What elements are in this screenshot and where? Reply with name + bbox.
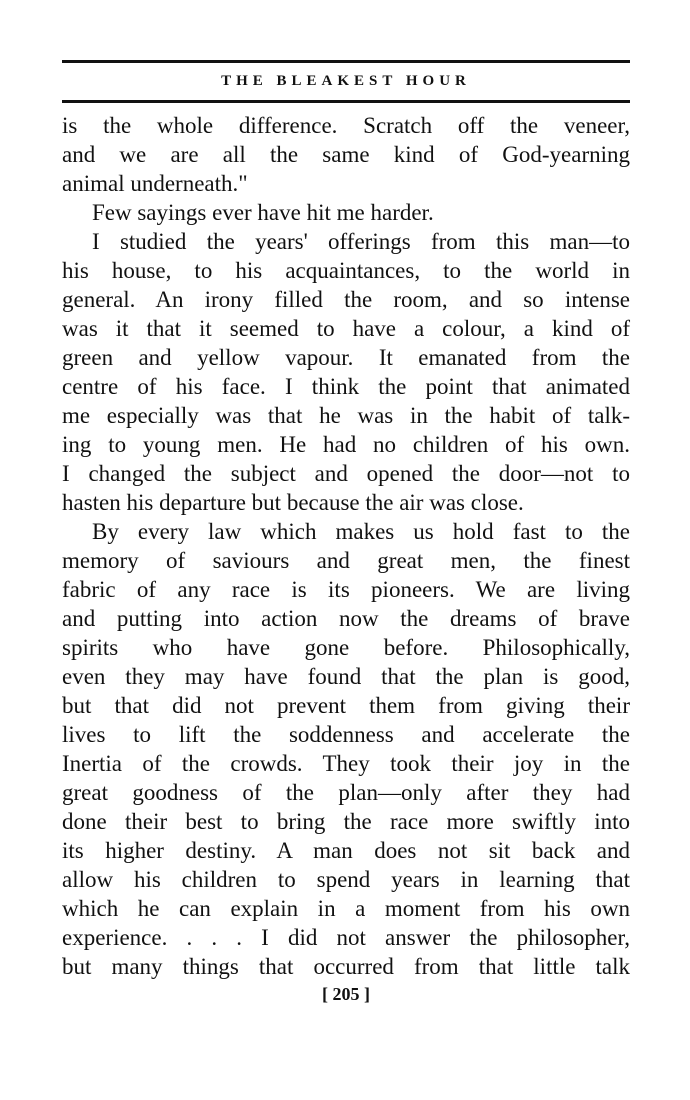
book-page [62,60,630,1007]
page-number: [ 205 ] [322,984,370,1004]
text-line: done their best to bring the race more swiftly into [62,809,630,834]
text-line: great goodness of the plan—only after they had [62,780,630,805]
text-line: ing to young men. He had no children of his own. [62,432,630,457]
text-line: animal underneath." [62,171,248,196]
running-head: THE BLEAKEST HOUR [221,73,471,89]
text-line: lives to lift the soddenness and accelerate the [62,722,630,747]
text-line: even they may have found that the plan is good, [62,664,630,689]
text-line: memory of saviours and great men, the finest [62,548,630,573]
text-line: but that did not prevent them from giving their [62,693,630,718]
text-line: I changed the subject and opened the door—not to [62,461,630,486]
body-text [62,111,630,981]
text-line: By every law which makes us hold fast to the [92,519,630,544]
text-line: and we are all the same kind of God-yearning [62,142,630,167]
text-line: spirits who have gone before. Philosophically, [62,635,630,660]
text-line: general. An irony filled the room, and so intense [62,287,630,312]
text-line: me especially was that he was in the habit of talk- [62,403,630,428]
text-line: is the whole difference. Scratch off the veneer, [62,113,630,138]
text-line: fabric of any race is its pioneers. We are living [62,577,630,602]
text-line: his house, to his acquaintances, to the world in [62,258,630,283]
text-line: its higher destiny. A man does not sit back and [62,838,630,863]
text-line: Inertia of the crowds. They took their joy in the [62,751,630,776]
text-line: was it that it seemed to have a colour, a kind of [62,316,630,341]
text-line: allow his children to spend years in learning that [62,867,630,892]
text-line: green and yellow vapour. It emanated from the [62,345,630,370]
text-line: Few sayings ever have hit me harder. [92,200,434,225]
text-line: centre of his face. I think the point that animated [62,374,630,399]
text-line: which he can explain in a moment from his own [62,896,630,921]
text-line: but many things that occurred from that little talk [62,954,630,979]
text-line: experience. . . . I did not answer the philosopher, [62,925,630,950]
text-line: and putting into action now the dreams of brave [62,606,630,631]
header-rule [62,100,630,103]
text-line: I studied the years' offerings from this man—to [92,229,630,254]
text-line: hasten his departure but because the air was close. [62,490,524,515]
